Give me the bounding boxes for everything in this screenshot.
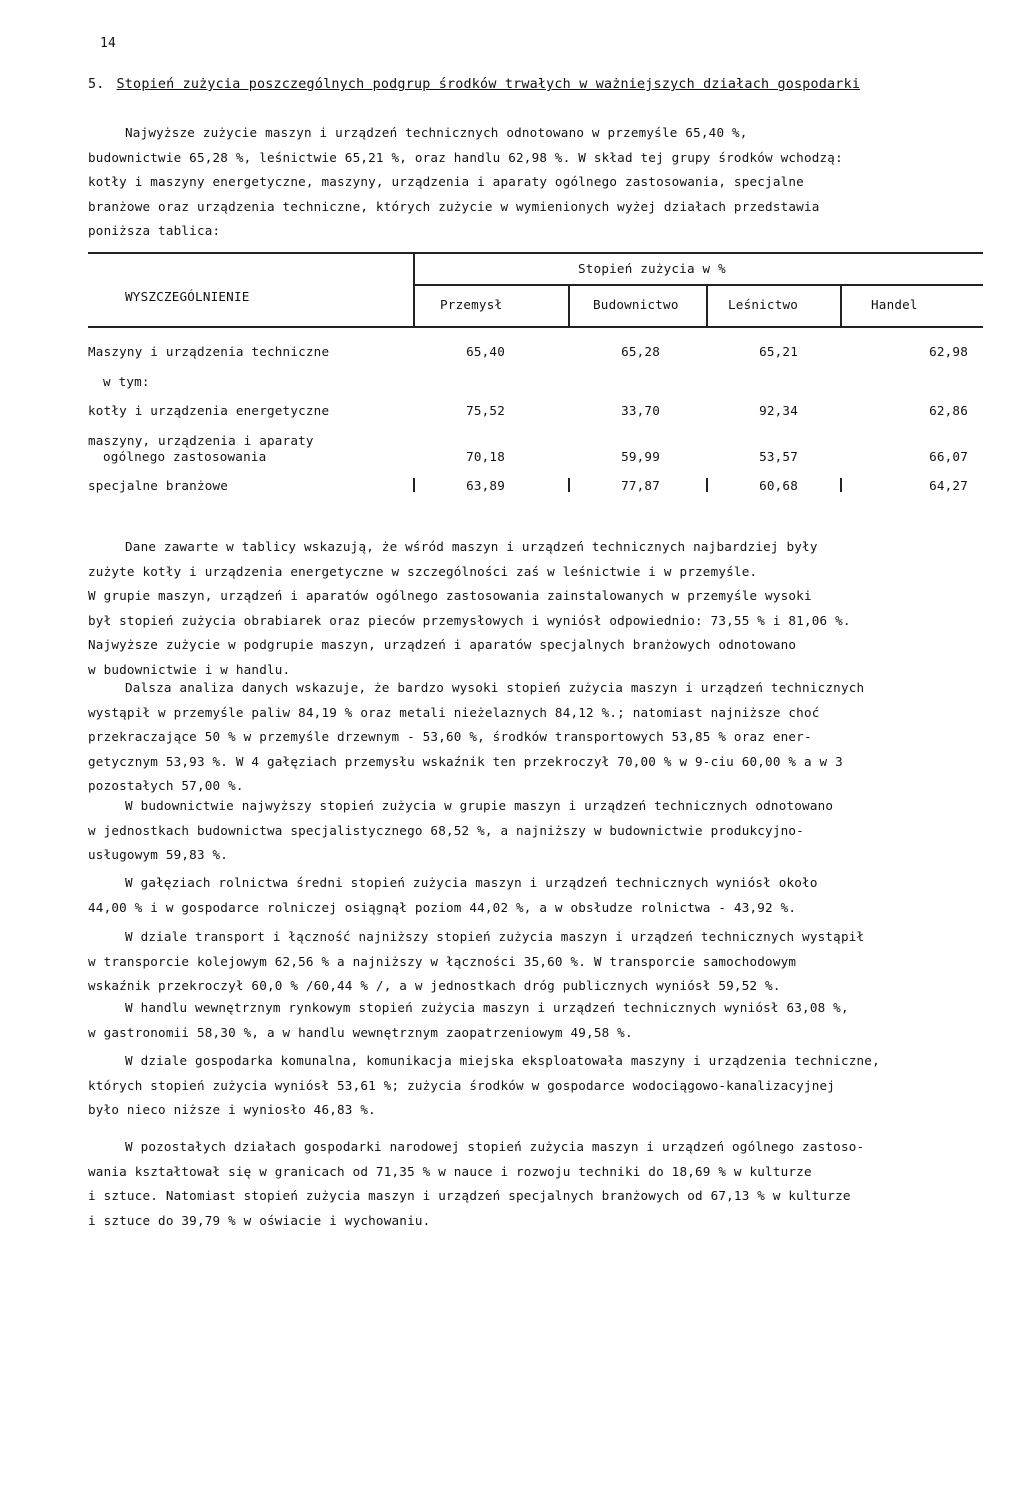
intro-line: branżowe oraz urządzenia techniczne, których zużycie w wymienionych wyżej działach przedstawia (88, 198, 820, 214)
row-label: maszyny, urządzenia i aparaty (88, 433, 314, 448)
row-label: Maszyny i urządzenia techniczne (88, 344, 330, 359)
table-cell: 59,99 (621, 449, 660, 464)
table-cell: 92,34 (759, 403, 798, 418)
paragraph-line: przekraczające 50 % w przemyśle drzewnym - 53,60 %, środków transportowych 53,85 % oraz ener- (88, 729, 812, 744)
paragraph-line: W handlu wewnętrznym rynkowym stopień zużycia maszyn i urządzeń technicznych wyniósł 63,08 %, (125, 1000, 849, 1015)
stub-header: WYSZCZEGÓLNIENIE (125, 289, 250, 304)
body-paragraph (88, 925, 988, 999)
table-cell: 33,70 (621, 403, 660, 418)
table-cell: 62,86 (929, 403, 968, 418)
table-cell: 77,87 (621, 478, 660, 493)
paragraph-line: getycznym 53,93 %. W 4 gałęziach przemysłu wskaźnik ten przekroczył 70,00 % w 9-ciu 60,00 % a w 3 (88, 753, 843, 769)
table-cell: 53,57 (759, 449, 798, 464)
paragraph-line: W grupie maszyn, urządzeń i aparatów ogólnego zastosowania zainstalowanych w przemyśle wysoki (88, 588, 812, 603)
wear-table (88, 252, 983, 492)
paragraph-line: było nieco niższe i wyniosło 46,83 %. (88, 1102, 376, 1117)
row-label: specjalne branżowe (88, 478, 229, 493)
paragraph-line: pozostałych 57,00 %. (88, 778, 244, 793)
body-paragraph (88, 794, 988, 868)
column-divider (706, 284, 708, 326)
table-cell: 66,07 (929, 449, 968, 464)
intro-line: Najwyższe zużycie maszyn i urządzeń technicznych odnotowano w przemyśle 65,40 %, (125, 125, 748, 140)
table-cell: 70,18 (466, 449, 505, 464)
paragraph-line: w budownictwie i w handlu. (88, 661, 291, 677)
column-header-handel: Handel (871, 297, 918, 312)
intro-line: poniższa tablica: (88, 223, 221, 238)
group-header-rule (413, 284, 983, 286)
row-label: kotły i urządzenia energetyczne (88, 403, 330, 418)
paragraph-line: usługowym 59,83 %. (88, 847, 229, 862)
table-cell: 65,21 (759, 344, 798, 359)
table-cell: 63,89 (466, 478, 505, 493)
paragraph-line: Dalsza analiza danych wskazuje, że bardzo wysoki stopień zużycia maszyn i urządzeń technicznych (125, 680, 865, 695)
paragraph-line: W gałęziach rolnictwa średni stopień zużycia maszyn i urządzeń technicznych wyniósł około (125, 875, 818, 890)
table-cell: 60,68 (759, 478, 798, 493)
paragraph-line: wania kształtował się w granicach od 71,35 % w nauce i rozwoju techniki do 18,69 % w kulturze (88, 1163, 812, 1179)
intro-line: kotły i maszyny energetyczne, maszyny, urządzenia i aparaty ogólnego zastosowania, specjalne (88, 174, 804, 189)
section-number: 5. (88, 77, 105, 92)
paragraph-line: zużyte kotły i urządzenia energetyczne w szczególności zaś w leśnictwie i w przemyśle. (88, 563, 758, 579)
paragraph-line: których stopień zużycia wyniósł 53,61 %; zużycia środków w gospodarce wodociągowo-kanalizacyjnej (88, 1077, 836, 1093)
paragraph-line: wystąpił w przemyśle paliw 84,19 % oraz metali nieżelaznych 84,12 %.; natomiast najniższe choć (88, 704, 820, 720)
column-header-przemysl: Przemysł (440, 297, 503, 312)
paragraph-line: Dane zawarte w tablicy wskazują, że wśród maszyn i urządzeń technicznych najbardziej były (125, 539, 818, 554)
column-header-lesnictwo: Leśnictwo (728, 297, 799, 312)
paragraph-line: w transporcie kolejowym 62,56 % a najniższy w łączności 35,60 %. W transporcie samochodowym (88, 953, 797, 969)
group-header: Stopień zużycia w % (578, 261, 726, 276)
paragraph-line: Najwyższe zużycie w podgrupie maszyn, urządzeń i aparatów specjalnych branżowych odnotowano (88, 637, 797, 652)
intro-paragraph (88, 121, 988, 244)
section-heading (88, 77, 968, 92)
column-divider (568, 284, 570, 326)
column-divider (840, 284, 842, 326)
body-paragraph (88, 996, 988, 1045)
paragraph-line: wskaźnik przekroczył 60,0 % /60,44 % /, a w jednostkach dróg publicznych wyniósł 59,52 %. (88, 978, 781, 993)
body-paragraph (88, 1049, 988, 1123)
column-header-budownictwo: Budownictwo (593, 297, 679, 312)
table-cell: 65,28 (621, 344, 660, 359)
paragraph-line: W dziale gospodarka komunalna, komunikacja miejska eksploatowała maszyny i urządzenia techniczne, (125, 1053, 880, 1068)
table-cell: 62,98 (929, 344, 968, 359)
row-label-continuation: ogólnego zastosowania (103, 449, 267, 464)
paragraph-line: w jednostkach budownictwa specjalistycznego 68,52 %, a najniższy w budownictwie produkcyjno- (88, 822, 804, 838)
body-paragraph (88, 676, 988, 799)
paragraph-line: i sztuce. Natomiast stopień zużycia maszyn i urządzeń specjalnych branżowych od 67,13 % w kulturze (88, 1188, 851, 1203)
paragraph-line: 44,00 % i w gospodarce rolniczej osiągnął poziom 44,02 %, a w obsłudze rolnictwa - 43,92 %. (88, 899, 797, 915)
paragraph-line: w gastronomii 58,30 %, a w handlu wewnętrznym zaopatrzeniowym 49,58 %. (88, 1024, 633, 1040)
paragraph-line: W pozostałych działach gospodarki narodowej stopień zużycia maszyn i urządzeń ogólnego zastoso- (125, 1139, 865, 1154)
table-header-rule (88, 326, 983, 328)
row-label: w tym: (103, 374, 150, 389)
paragraph-line: był stopień zużycia obrabiarek oraz pieców przemysłowych i wyniósł odpowiednio: 73,55 % i 81,06 %. (88, 612, 851, 628)
page-number: 14 (100, 36, 117, 51)
body-paragraph (88, 871, 988, 920)
section-title: Stopień zużycia poszczególnych podgrup środków trwałych w ważniejszych działach gospodarki (116, 77, 861, 92)
table-top-rule (88, 252, 983, 254)
table-cell: 64,27 (929, 478, 968, 493)
body-paragraph (88, 535, 988, 682)
table-cell: 65,40 (466, 344, 505, 359)
paragraph-line: i sztuce do 39,79 % w oświacie i wychowaniu. (88, 1212, 431, 1228)
body-paragraph (88, 1135, 988, 1233)
column-divider (413, 252, 415, 326)
paragraph-line: W dziale transport i łączność najniższy stopień zużycia maszyn i urządzeń technicznych wystąpił (125, 929, 865, 944)
intro-line: budownictwie 65,28 %, leśnictwie 65,21 %, oraz handlu 62,98 %. W skład tej grupy środków wchodzą: (88, 149, 843, 165)
paragraph-line: W budownictwie najwyższy stopień zużycia w grupie maszyn i urządzeń technicznych odnotowano (125, 798, 834, 813)
table-cell: 75,52 (466, 403, 505, 418)
